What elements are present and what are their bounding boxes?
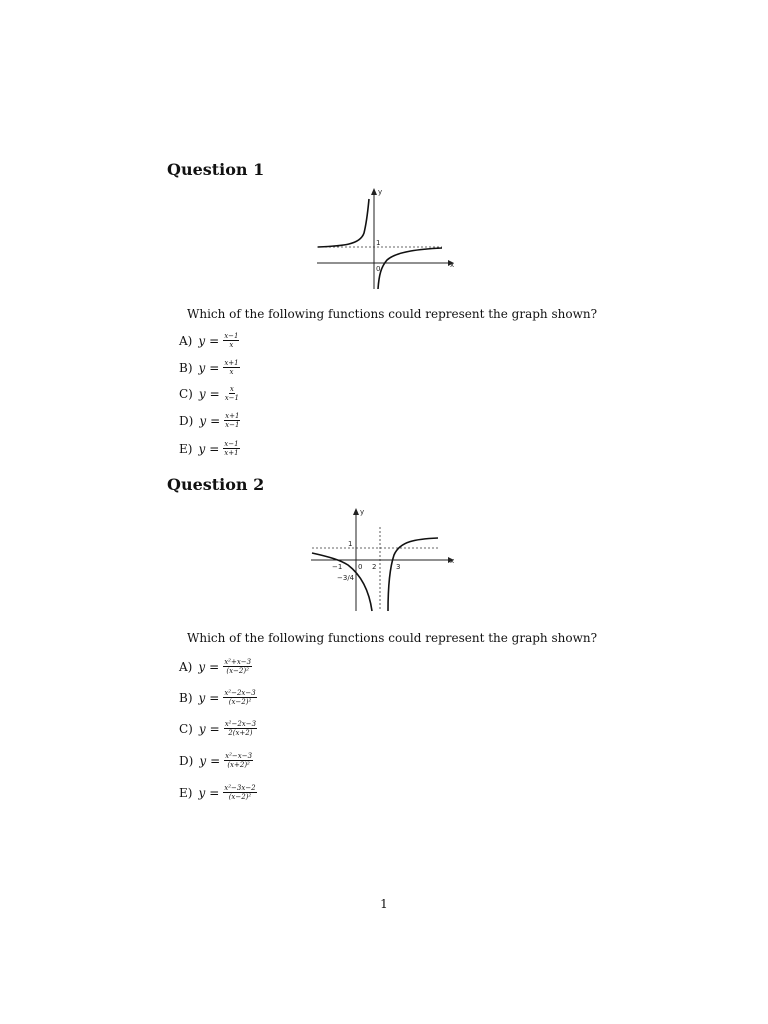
option-equals: = bbox=[209, 441, 220, 456]
option-fraction bbox=[223, 658, 252, 675]
label-one: 1 bbox=[348, 540, 353, 548]
q1-option-a bbox=[179, 332, 239, 349]
curve-left-branch bbox=[312, 553, 372, 611]
option-fraction bbox=[224, 752, 253, 769]
fraction-numerator: x−1 bbox=[224, 332, 239, 340]
fraction-denominator: 2(x+2) bbox=[228, 729, 253, 737]
curve-right-branch bbox=[378, 248, 442, 289]
fraction-numerator: x²−3x−2 bbox=[224, 784, 256, 792]
option-fraction bbox=[223, 440, 239, 457]
option-letter: D) bbox=[179, 413, 194, 428]
option-equals: = bbox=[209, 659, 220, 674]
fraction-numerator: x+1 bbox=[225, 412, 240, 420]
fraction-numerator: x²−2x−3 bbox=[224, 720, 257, 728]
option-fraction bbox=[224, 412, 240, 429]
fraction-denominator: x bbox=[229, 368, 234, 376]
fraction-numerator: x+1 bbox=[224, 359, 239, 367]
fraction-denominator: (x−2)² bbox=[228, 698, 252, 706]
option-fraction bbox=[223, 332, 239, 349]
option-equals: = bbox=[209, 690, 220, 705]
fraction-denominator: (x−2)² bbox=[228, 793, 252, 801]
fraction-numerator: x bbox=[229, 385, 234, 393]
fraction-denominator: x−1 bbox=[225, 421, 240, 429]
fraction-numerator: x²−2x−3 bbox=[224, 689, 256, 697]
question-2-prompt: Which of the following functions could represent the graph shown? bbox=[187, 631, 598, 645]
option-fraction bbox=[224, 720, 257, 737]
option-fraction bbox=[223, 784, 256, 801]
option-letter: C) bbox=[179, 386, 193, 401]
label-zero: 0 bbox=[376, 265, 381, 273]
fraction-numerator: x²+x−3 bbox=[224, 658, 252, 666]
option-variable: y bbox=[198, 690, 206, 705]
option-equals: = bbox=[209, 785, 220, 800]
option-letter: E) bbox=[179, 785, 193, 800]
option-letter: E) bbox=[179, 441, 193, 456]
option-equals: = bbox=[209, 721, 220, 736]
option-fraction bbox=[223, 689, 256, 706]
option-variable: y bbox=[198, 360, 206, 375]
q1-option-b bbox=[179, 359, 240, 376]
option-letter: D) bbox=[179, 753, 194, 768]
option-equals: = bbox=[210, 753, 221, 768]
option-variable: y bbox=[198, 333, 206, 348]
fraction-denominator: (x+2)² bbox=[227, 761, 250, 769]
q1-option-d bbox=[179, 412, 240, 429]
label-two: 2 bbox=[372, 563, 377, 571]
y-axis-label: y bbox=[360, 508, 365, 516]
option-variable: y bbox=[199, 413, 207, 428]
option-letter: B) bbox=[179, 690, 193, 705]
option-variable: y bbox=[198, 441, 206, 456]
fraction-denominator: x+1 bbox=[224, 449, 239, 457]
option-equals: = bbox=[209, 333, 220, 348]
curve-left-branch bbox=[318, 199, 369, 247]
fraction-denominator: x bbox=[229, 341, 234, 349]
option-variable: y bbox=[198, 785, 206, 800]
question-1-title: Question 1 bbox=[167, 160, 265, 179]
label-three: 3 bbox=[396, 563, 401, 571]
question-2-graph bbox=[306, 505, 462, 615]
option-variable: y bbox=[199, 753, 207, 768]
y-axis-arrow bbox=[353, 508, 359, 515]
q2-option-a bbox=[179, 658, 252, 675]
option-variable: y bbox=[198, 659, 206, 674]
label-one: 1 bbox=[376, 239, 381, 247]
option-fraction bbox=[223, 359, 239, 376]
option-equals: = bbox=[209, 386, 220, 401]
fraction-numerator: x²−x−3 bbox=[225, 752, 253, 760]
page-number: 1 bbox=[380, 897, 388, 911]
option-equals: = bbox=[210, 413, 221, 428]
x-axis-label: x bbox=[450, 557, 455, 565]
label-neg-one: −1 bbox=[332, 563, 343, 571]
option-fraction bbox=[224, 385, 240, 402]
option-letter: B) bbox=[179, 360, 193, 375]
q1-option-c bbox=[179, 385, 240, 402]
q2-option-e bbox=[179, 784, 257, 801]
x-axis-label: x bbox=[450, 261, 455, 269]
option-letter: C) bbox=[179, 721, 193, 736]
option-letter: A) bbox=[179, 333, 193, 348]
y-axis-arrow bbox=[371, 188, 377, 195]
y-axis-label: y bbox=[378, 188, 383, 196]
q2-option-b bbox=[179, 689, 257, 706]
fraction-numerator: x−1 bbox=[224, 440, 239, 448]
option-variable: y bbox=[198, 386, 206, 401]
q2-option-c bbox=[179, 720, 257, 737]
question-1-graph bbox=[312, 185, 462, 295]
option-variable: y bbox=[198, 721, 206, 736]
q1-option-e bbox=[179, 440, 240, 457]
label-neg-three-quarters: −3/4 bbox=[337, 574, 355, 582]
q2-option-d bbox=[179, 752, 253, 769]
fraction-denominator: (x−2)² bbox=[226, 667, 249, 675]
question-2-title: Question 2 bbox=[167, 475, 265, 494]
option-equals: = bbox=[209, 360, 220, 375]
label-zero: 0 bbox=[358, 563, 363, 571]
curve-right-branch bbox=[388, 538, 438, 611]
fraction-denominator: x−1 bbox=[224, 394, 239, 402]
option-letter: A) bbox=[179, 659, 193, 674]
question-1-prompt: Which of the following functions could represent the graph shown? bbox=[187, 307, 598, 321]
